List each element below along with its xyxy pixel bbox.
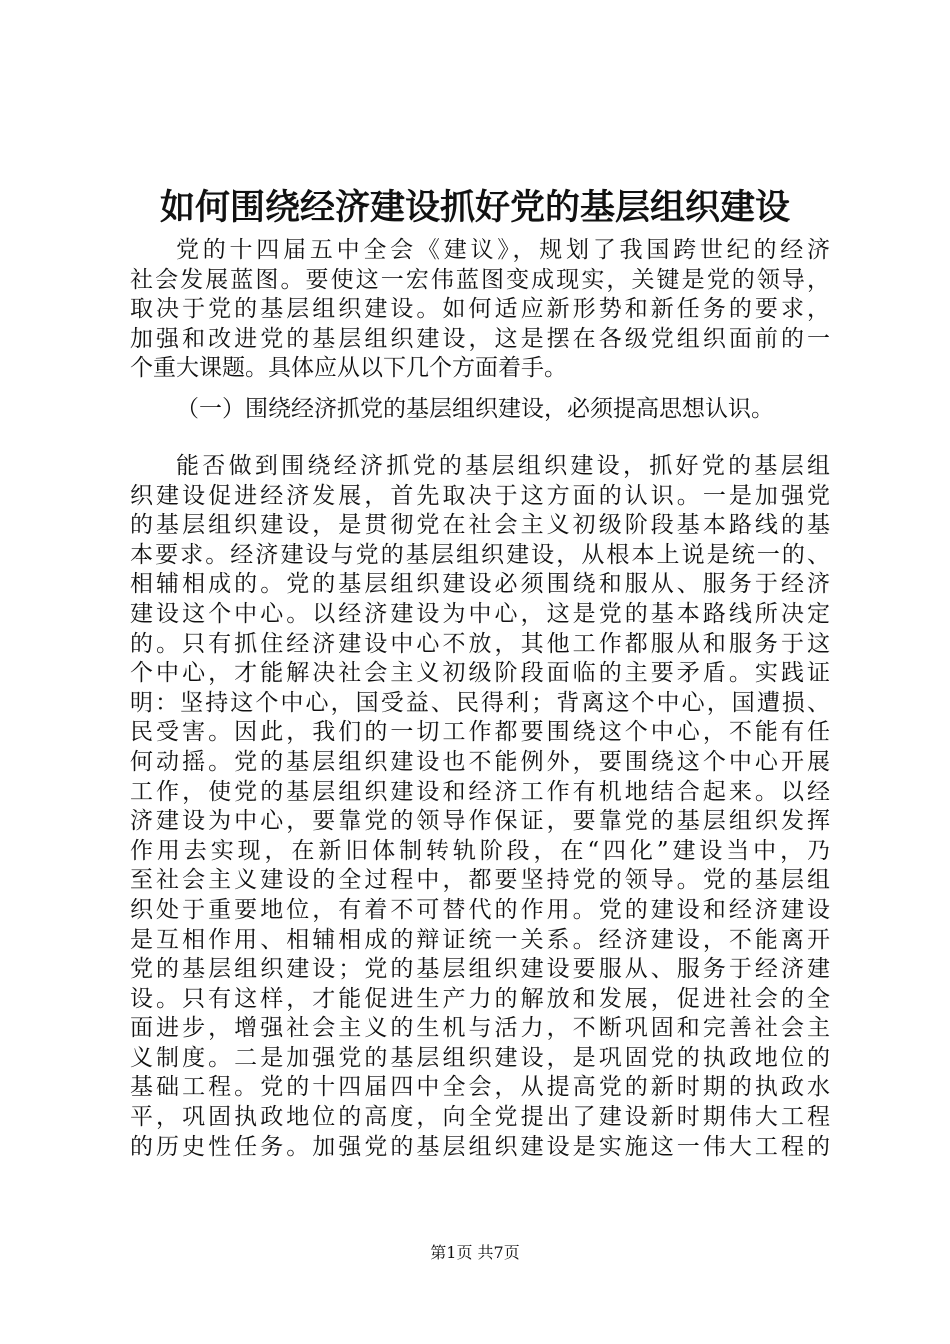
text-line: 党的基层组织建设；党的基层组织建设要服从、服务于经济建 xyxy=(130,956,830,983)
text-line: 社会发展蓝图。要使这一宏伟蓝图变成现实，关键是党的领导， xyxy=(130,266,830,293)
text-line: 的历史性任务。加强党的基层组织建设是实施这一伟大工程的 xyxy=(130,1133,830,1160)
text-line: 基础工程。党的十四届四中全会，从提高党的新时期的执政水 xyxy=(130,1074,830,1101)
text-line: 面进步，增强社会主义的生机与活力，不断巩固和完善社会主 xyxy=(130,1015,830,1042)
text-line: 平，巩固执政地位的高度，向全党提出了建设新时期伟大工程 xyxy=(130,1104,830,1131)
text-line: 作用去实现，在新旧体制转轨阶段，在“四化”建设当中，乃 xyxy=(130,837,830,864)
text-line: 相辅相成的。党的基层组织建设必须围绕和服从、服务于经济 xyxy=(130,571,830,598)
text-line: 的。只有抓住经济建设中心不放，其他工作都服从和服务于这 xyxy=(130,630,830,657)
text-line: 取决于党的基层组织建设。如何适应新形势和新任务的要求， xyxy=(130,296,830,323)
text-line: 至社会主义建设的全过程中，都要坚持党的领导。党的基层组 xyxy=(130,867,830,894)
text-line: 是互相作用、相辅相成的辩证统一关系。经济建设，不能离开 xyxy=(130,926,830,953)
text-line: 民受害。因此，我们的一切工作都要围绕这个中心，不能有任 xyxy=(130,719,830,746)
text-line: 个重大课题。具体应从以下几个方面着手。 xyxy=(130,355,567,382)
text-line: 本要求。经济建设与党的基层组织建设，从根本上说是统一的、 xyxy=(130,541,830,568)
text-line: 加强和改进党的基层组织建设，这是摆在各级党组织面前的一 xyxy=(130,325,830,352)
text-line: 织建设促进经济发展，首先取决于这方面的认识。一是加强党 xyxy=(130,482,830,509)
text-line: 设。只有这样，才能促进生产力的解放和发展，促进社会的全 xyxy=(130,985,830,1012)
page-footer: 第1页 共7页 xyxy=(430,1243,520,1262)
body-paragraph xyxy=(130,452,830,1162)
text-line: 个中心，才能解决社会主义初级阶段面临的主要矛盾。实践证 xyxy=(130,660,830,687)
text-line: 党的十四届五中全会《建议》，规划了我国跨世纪的经济 xyxy=(176,237,830,263)
text-line: 明：坚持这个中心，国受益、民得利；背离这个中心，国遭损、 xyxy=(130,689,830,716)
page-title: 如何围绕经济建设抓好党的基层组织建设 xyxy=(159,187,790,228)
text-line: 何动摇。党的基层组织建设也不能例外，要围绕这个中心开展 xyxy=(130,748,830,775)
text-line: 能否做到围绕经济抓党的基层组织建设，抓好党的基层组 xyxy=(176,453,830,479)
text-line: 义制度。二是加强党的基层组织建设，是巩固党的执政地位的 xyxy=(130,1044,830,1071)
text-line: 建设这个中心。以经济建设为中心，这是党的基本路线所决定 xyxy=(130,600,830,627)
intro-paragraph xyxy=(130,236,830,384)
text-line: 工作，使党的基层组织建设和经济工作有机地结合起来。以经 xyxy=(130,778,830,805)
text-line: 织处于重要地位，有着不可替代的作用。党的建设和经济建设 xyxy=(130,896,830,923)
text-line: 的基层组织建设，是贯彻党在社会主义初级阶段基本路线的基 xyxy=(130,512,830,539)
text-line: 济建设为中心，要靠党的领导作保证，要靠党的基层组织发挥 xyxy=(130,808,830,835)
section-heading: （一）围绕经济抓党的基层组织建设，必须提高思想认识。 xyxy=(176,396,774,422)
